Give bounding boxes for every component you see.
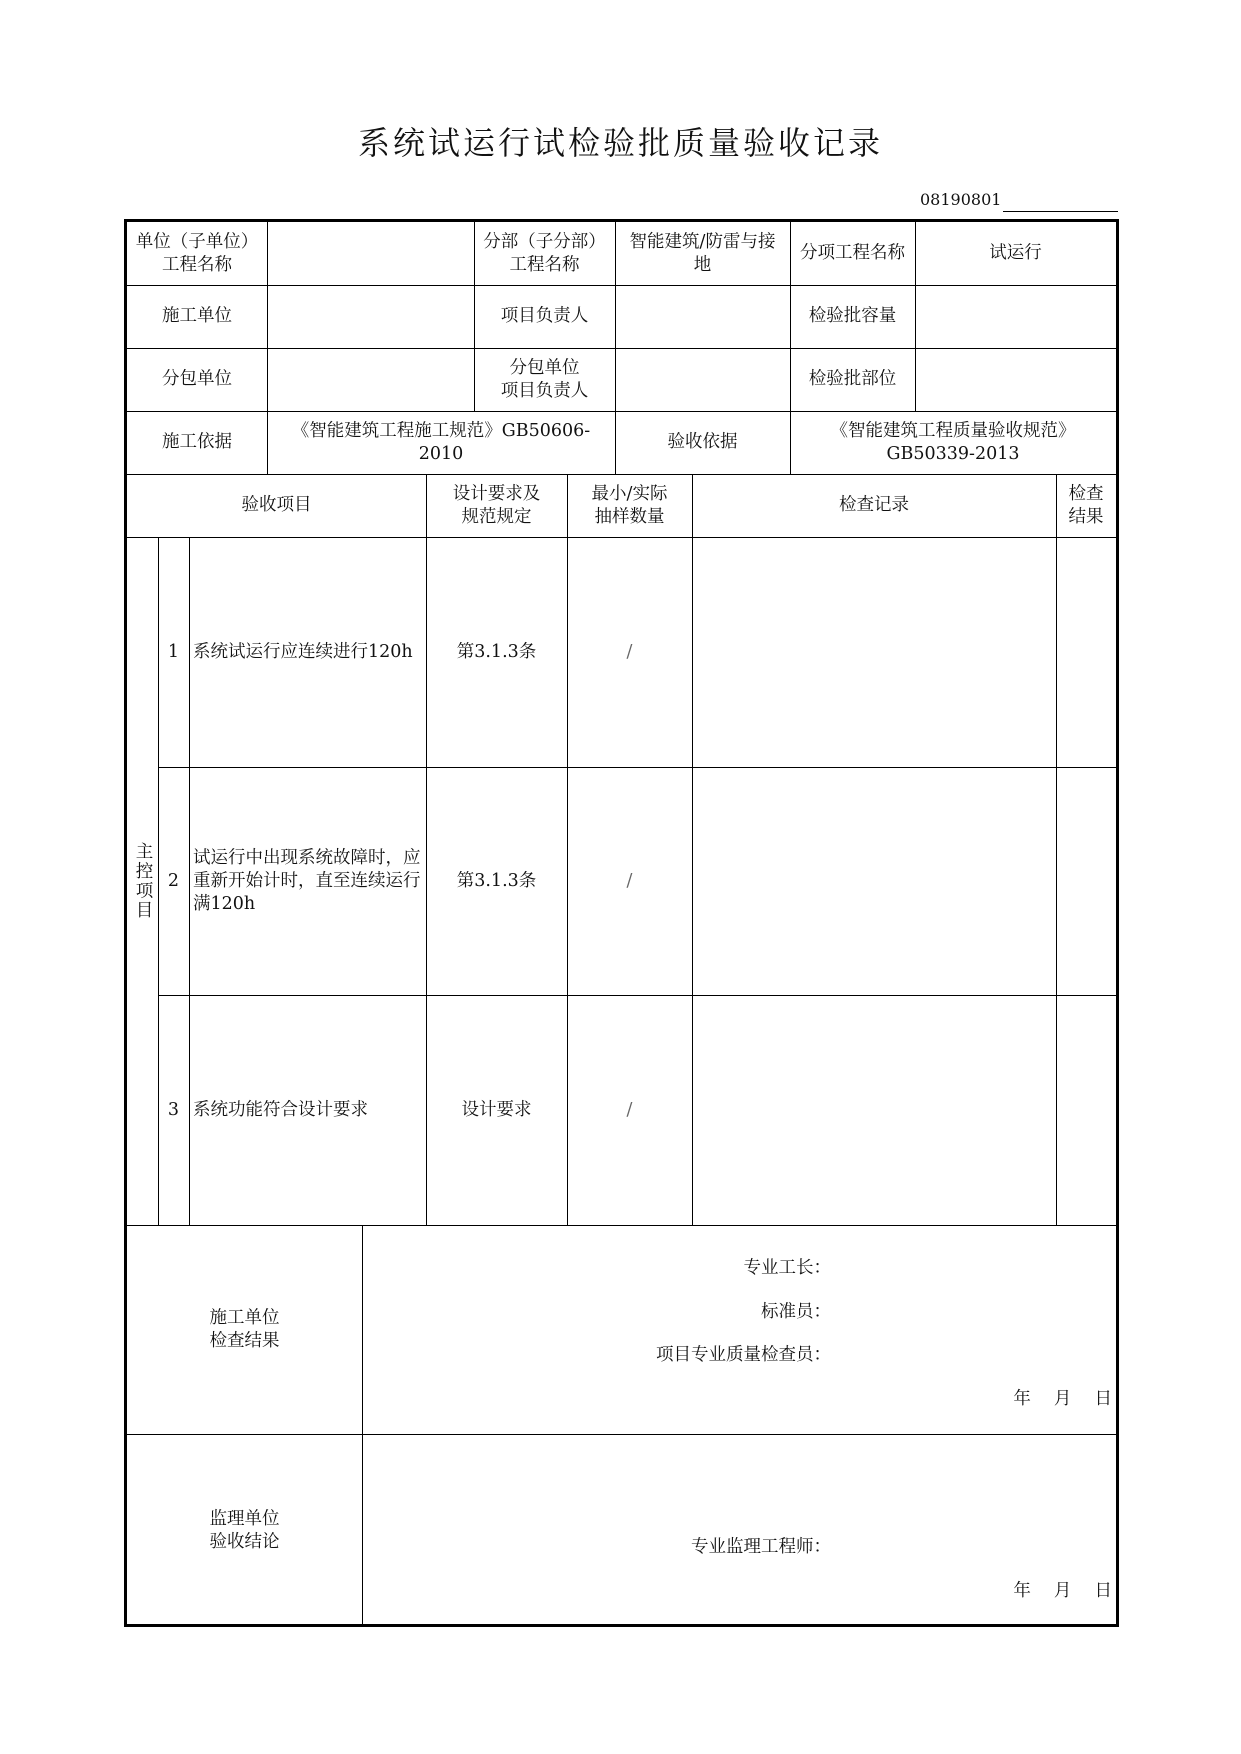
unit-project-name-label: 单位（子单位） 工程名称 — [135, 231, 259, 275]
contractor-label: 施工单位 — [162, 306, 232, 326]
inspection-item-text: 系统功能符合设计要求 — [193, 1099, 368, 1120]
inspection-record-field[interactable] — [692, 995, 1056, 1225]
unit-project-name-field[interactable] — [267, 222, 474, 285]
subcontractor-label: 分包单位 — [162, 369, 232, 389]
batch-location-label: 检验批部位 — [808, 369, 897, 389]
sub-manager-label: 分包单位 项目负责人 — [500, 357, 589, 401]
sub-division-name-label: 分部（子分部） 工程名称 — [483, 231, 606, 275]
supervisor-check-date: 年 月 日 — [1013, 1580, 1112, 1601]
inspection-record-field[interactable] — [692, 537, 1056, 767]
sampling-quantity[interactable]: / — [626, 1099, 633, 1120]
batch-capacity-label: 检验批容量 — [808, 306, 897, 326]
contractor-field[interactable] — [267, 285, 474, 348]
supervisor-conclusion-label: 监理单位 验收结论 — [209, 1508, 280, 1552]
batch-capacity-field[interactable] — [915, 285, 1116, 348]
standard-officer-signature-label: 标准员： — [761, 1301, 831, 1322]
project-manager-label: 项目负责人 — [500, 306, 589, 326]
main-control-label: 主控项目 — [133, 842, 153, 920]
inspection-form-table — [124, 219, 1119, 1627]
sub-division-name-value[interactable]: 智能建筑/防雷与接 地 — [629, 231, 776, 275]
row-number: 3 — [167, 1099, 180, 1120]
sub-item-name-label: 分项工程名称 — [800, 243, 905, 263]
column-header-record: 检查记录 — [839, 495, 909, 515]
row-number: 1 — [167, 641, 180, 662]
quality-inspector-signature-label: 项目专业质量检查员： — [656, 1344, 831, 1365]
inspection-record-field[interactable] — [692, 767, 1056, 995]
column-header-design: 设计要求及 规范规定 — [452, 483, 541, 527]
row-number: 2 — [167, 870, 180, 891]
form-title: 系统试运行试检验批质量验收记录 — [357, 124, 883, 162]
construction-basis-label: 施工依据 — [162, 432, 232, 452]
design-requirement: 第3.1.3条 — [456, 870, 537, 891]
inspection-item-text: 系统试运行应连续进行120h — [193, 641, 413, 662]
inspection-item-text: 试运行中出现系统故障时，应重新开始计时，直至连续运行满120h — [193, 847, 421, 914]
inspection-result-field[interactable] — [1056, 995, 1116, 1225]
column-header-result: 检查 结果 — [1068, 483, 1104, 527]
inspection-result-field[interactable] — [1056, 767, 1116, 995]
batch-location-field[interactable] — [915, 348, 1116, 411]
sampling-quantity[interactable]: / — [626, 870, 633, 891]
inspection-result-field[interactable] — [1056, 537, 1116, 767]
foreman-signature-label: 专业工长： — [743, 1257, 831, 1278]
contractor-check-date: 年 月 日 — [1013, 1388, 1112, 1409]
document-number-underline — [1003, 211, 1118, 212]
supervisor-engineer-signature-label: 专业监理工程师： — [691, 1536, 831, 1557]
column-header-item: 验收项目 — [241, 495, 312, 515]
sub-manager-field[interactable] — [615, 348, 790, 411]
contractor-check-label: 施工单位 检查结果 — [209, 1307, 280, 1351]
subcontractor-field[interactable] — [267, 348, 474, 411]
sub-item-name-value[interactable]: 试运行 — [989, 243, 1042, 263]
project-manager-field[interactable] — [615, 285, 790, 348]
column-header-sampling: 最小/实际 抽样数量 — [591, 483, 668, 527]
sampling-quantity[interactable]: / — [626, 641, 633, 662]
design-requirement: 设计要求 — [461, 1099, 532, 1120]
document-number: 08190801 — [920, 190, 1002, 209]
acceptance-basis-label: 验收依据 — [667, 432, 738, 452]
acceptance-basis-value[interactable]: 《智能建筑工程质量验收规范》 GB50339-2013 — [830, 420, 1076, 464]
construction-basis-value[interactable]: 《智能建筑工程施工规范》GB50606- 2010 — [291, 420, 591, 464]
design-requirement: 第3.1.3条 — [456, 641, 537, 662]
